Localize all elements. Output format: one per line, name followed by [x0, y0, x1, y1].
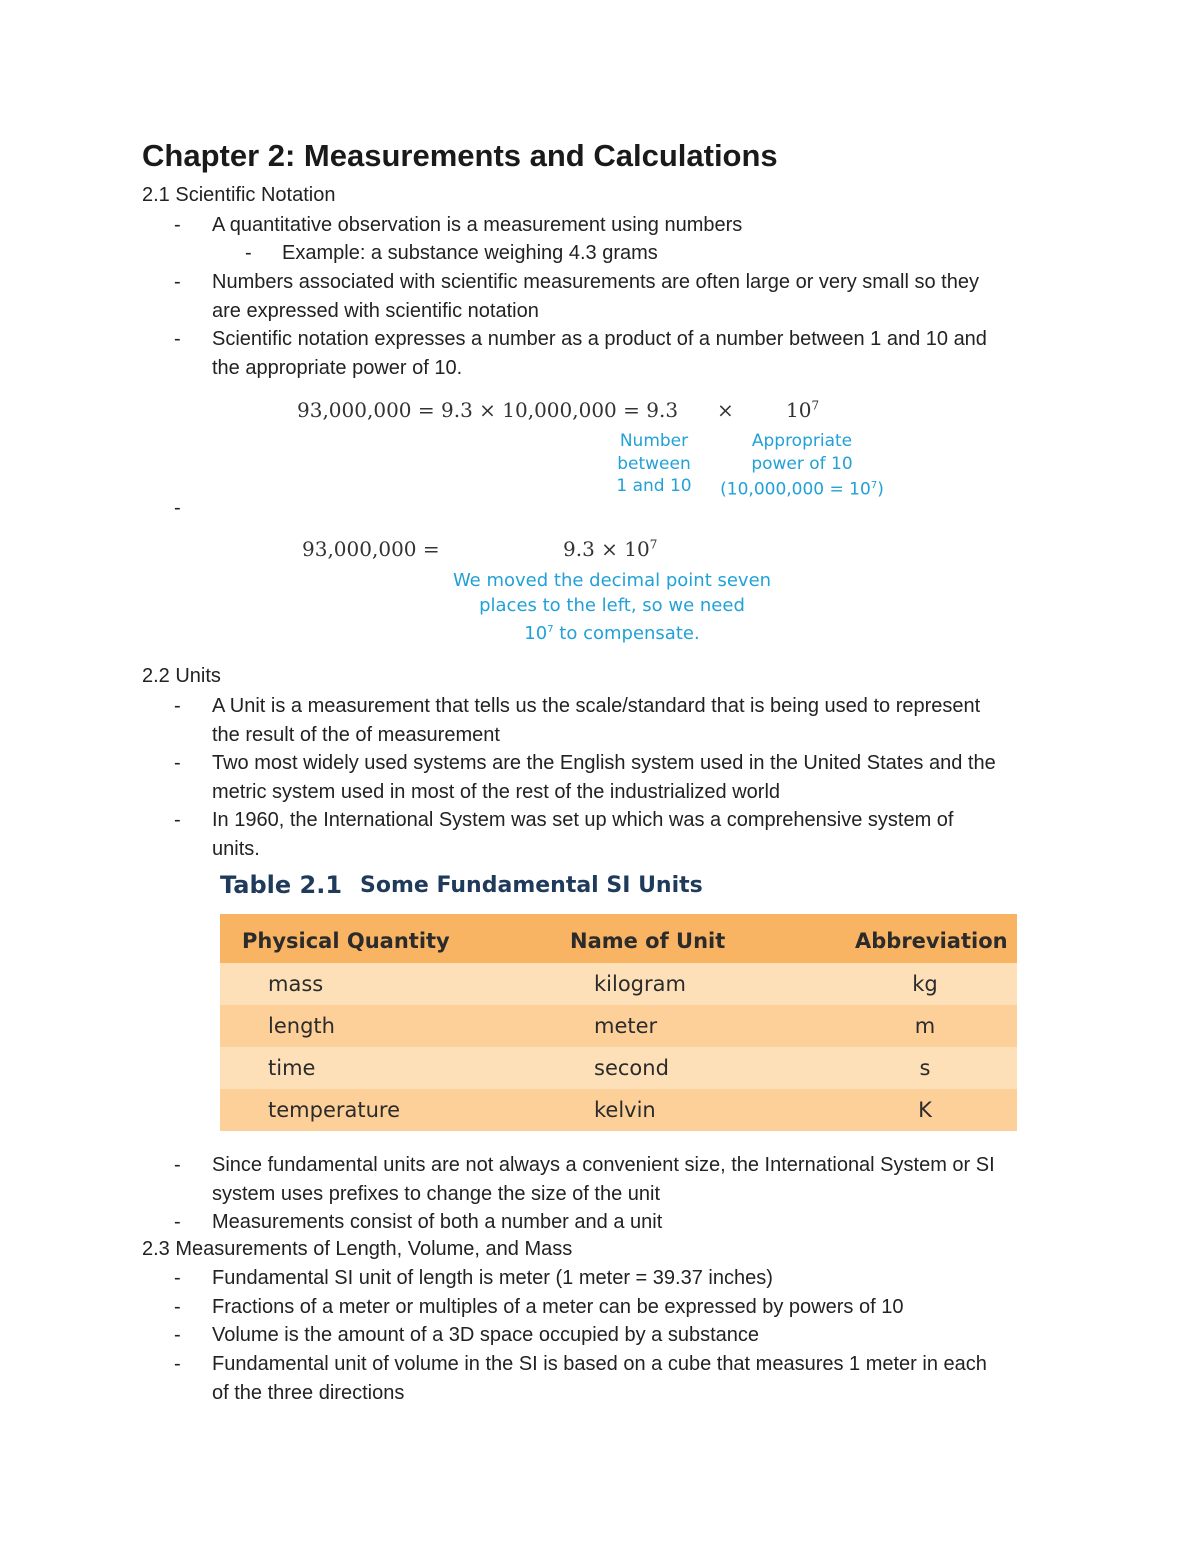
list-item	[174, 268, 1064, 325]
bullet-text: In 1960, the International System was set up which was a comprehensive system of	[212, 809, 954, 831]
bullet-dash: -	[174, 809, 181, 831]
bullet-dash: -	[174, 1267, 181, 1289]
list-item	[174, 1350, 1064, 1407]
bullet-text: Fundamental SI unit of length is meter (1 meter = 39.37 inches)	[212, 1267, 773, 1289]
bullet-text-cont: the appropriate power of 10.	[212, 356, 463, 379]
power-of-ten	[786, 398, 819, 422]
power-base: 10	[786, 398, 812, 422]
bullet-text: A Unit is a measurement that tells us the scale/standard that is being used to represent	[212, 695, 981, 717]
bullet-dash: -	[174, 752, 181, 774]
cell-unit: kelvin	[594, 1098, 656, 1122]
bullet-dash: -	[174, 271, 181, 293]
note-line: places to the left, so we need	[479, 594, 745, 616]
section-heading-2-1: 2.1 Scientific Notation	[142, 184, 336, 206]
list-item	[174, 1208, 1064, 1237]
bullet-text: Measurements consist of both a number and a unit	[212, 1211, 663, 1233]
bullet-dash: -	[245, 242, 252, 264]
equation-lhs: 93,000,000 =	[302, 537, 440, 561]
power-exponent: 7	[811, 398, 820, 413]
header-name-of-unit: Name of Unit	[570, 929, 726, 953]
bullet-text: Scientific notation expresses a number as a product of a number between 1 and 10 and	[212, 328, 987, 350]
bullet-dash: -	[174, 328, 181, 350]
list-item	[174, 1293, 1064, 1322]
bullet-dash: -	[174, 1353, 181, 1375]
table-row	[220, 1005, 1017, 1047]
label-line: Appropriate	[751, 431, 853, 451]
bullet-text: Numbers associated with scientific measurements are often large or very small so they	[212, 271, 979, 293]
list-item	[174, 325, 1064, 382]
label-exponent: 7	[870, 480, 878, 491]
cell-unit: second	[594, 1056, 669, 1080]
bullet-text: Fundamental unit of volume in the SI is based on a cube that measures 1 meter in each	[212, 1353, 987, 1375]
label-line: Number	[619, 431, 689, 451]
table-row	[220, 1047, 1017, 1089]
label-line: power of 10	[751, 453, 853, 474]
cell-quantity: time	[268, 1056, 316, 1080]
bullet-text: Fractions of a meter or multiples of a meter can be expressed by powers of 10	[212, 1296, 904, 1318]
bullet-text-cont: system uses prefixes to change the size of the unit	[212, 1182, 661, 1205]
bullet-text: Volume is the amount of a 3D space occupied by a substance	[212, 1324, 760, 1346]
table-label: Table 2.1	[220, 871, 343, 899]
table-row	[220, 963, 1017, 1005]
list-item	[174, 211, 1064, 240]
bullet-text-cont: are expressed with scientific notation	[212, 299, 539, 322]
label-line: between	[617, 453, 691, 474]
label-text: (10,000,000 = 10	[720, 479, 871, 500]
cell-abbreviation: kg	[912, 972, 938, 996]
rhs-exponent: 7	[649, 537, 658, 552]
rhs-base: 9.3 × 10	[563, 537, 650, 561]
label-number-between	[598, 430, 710, 498]
label-text: )	[877, 479, 884, 500]
bullet-text-cont: the result of the of measurement	[212, 723, 500, 746]
bullet-dash: -	[174, 214, 181, 236]
list-item	[174, 806, 1064, 863]
bullet-dash: -	[174, 1296, 181, 1318]
cell-abbreviation: K	[918, 1098, 932, 1122]
table-caption: Some Fundamental SI Units	[360, 873, 703, 898]
label-line: 1 and 10	[616, 476, 692, 496]
equation-lhs: 93,000,000 = 9.3 × 10,000,000 = 9.3	[297, 398, 679, 422]
cell-abbreviation: m	[914, 1014, 936, 1038]
note-text: to compensate.	[553, 623, 700, 644]
list-item	[174, 1264, 1064, 1293]
table-header-row	[220, 914, 1017, 963]
bullet-dash: -	[174, 1324, 181, 1346]
bullet-text: Since fundamental units are not always a convenient size, the International System or SI	[212, 1154, 995, 1176]
header-physical-quantity: Physical Quantity	[242, 929, 450, 953]
label-appropriate-power	[712, 430, 892, 501]
list-item-nested	[245, 239, 1045, 268]
bullet-dash: -	[174, 497, 181, 519]
bullet-text-cont: metric system used in most of the rest of the industrialized world	[212, 780, 781, 803]
bullet-dash: -	[174, 1211, 181, 1233]
note-text: 10	[524, 623, 548, 644]
chapter-title: Chapter 2: Measurements and Calculations	[142, 138, 778, 173]
bullet-text-cont: of the three directions	[212, 1381, 405, 1404]
si-units-table	[220, 914, 1017, 1131]
label-line	[712, 475, 892, 501]
cell-unit: kilogram	[594, 972, 686, 996]
header-abbreviation: Abbreviation	[855, 929, 1008, 953]
note-line	[412, 618, 812, 647]
list-item	[174, 1321, 1064, 1350]
bullet-dash: -	[174, 1154, 181, 1176]
bullet-text: Two most widely used systems are the English system used in the United States and the	[212, 752, 996, 774]
cell-quantity: length	[268, 1014, 335, 1038]
note-line: We moved the decimal point seven	[452, 570, 772, 591]
bullet-text: Example: a substance weighing 4.3 grams	[282, 242, 658, 264]
cell-abbreviation: s	[919, 1056, 931, 1080]
list-item	[174, 692, 1064, 749]
bullet-dash: -	[174, 695, 181, 717]
section-heading-2-3: 2.3 Measurements of Length, Volume, and Mass	[142, 1238, 573, 1260]
decimal-note	[412, 569, 812, 647]
times-sign: ×	[717, 398, 734, 422]
list-item	[174, 1151, 1064, 1208]
cell-quantity: mass	[268, 972, 324, 996]
bullet-text-cont: units.	[212, 837, 260, 860]
cell-quantity: temperature	[268, 1098, 400, 1122]
cell-unit: meter	[594, 1014, 658, 1038]
section-heading-2-2: 2.2 Units	[142, 665, 221, 687]
equation-rhs	[563, 537, 657, 561]
list-item	[174, 749, 1064, 806]
table-row	[220, 1089, 1017, 1131]
bullet-text: A quantitative observation is a measurement using numbers	[212, 214, 743, 236]
note-exponent: 7	[547, 624, 554, 635]
